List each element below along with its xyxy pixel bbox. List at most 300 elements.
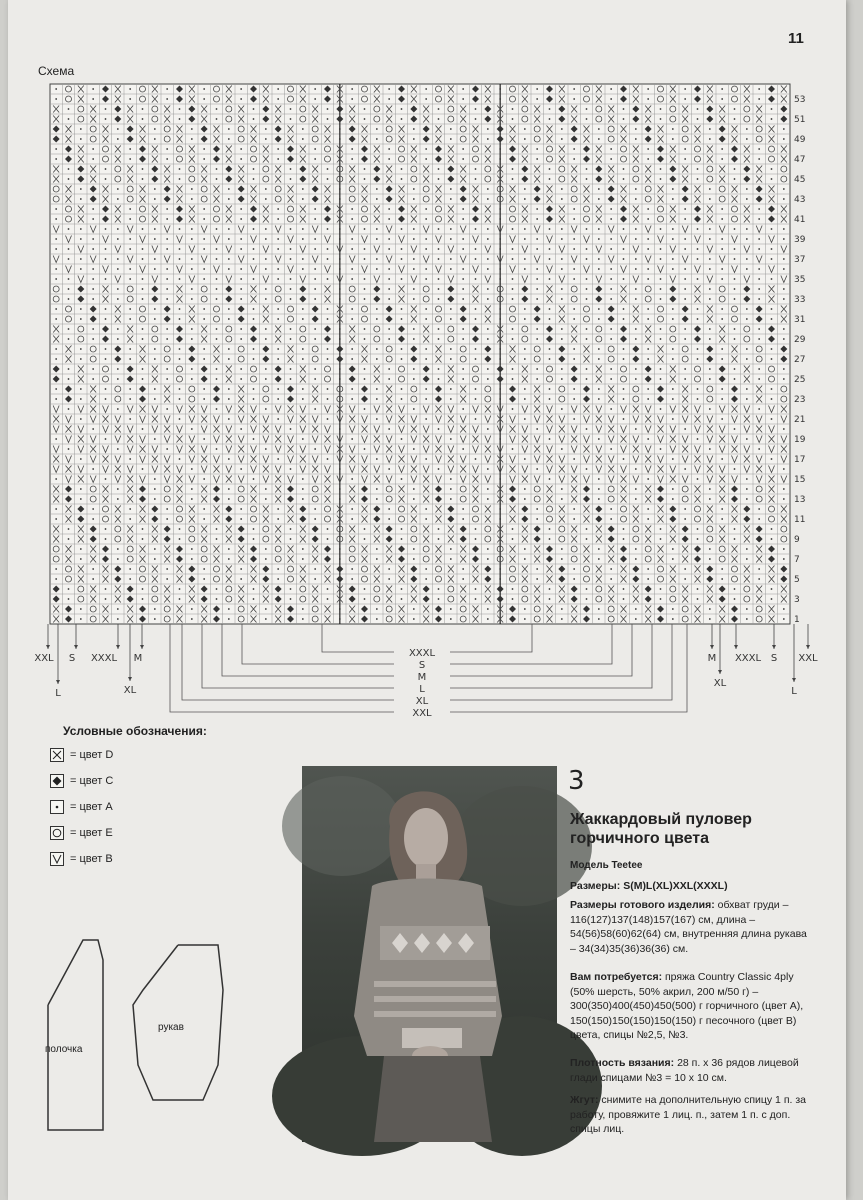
chart-stitch <box>438 168 440 170</box>
chart-stitch <box>68 538 70 540</box>
chart-stitch <box>80 358 82 360</box>
chart-stitch <box>771 588 773 590</box>
chart-stitch <box>339 238 341 240</box>
chart-stitch <box>154 358 156 360</box>
row-number: 13 <box>794 495 806 505</box>
chart-stitch <box>610 568 612 570</box>
chart-stitch <box>462 238 464 240</box>
chart-stitch <box>142 428 144 430</box>
chart-stitch <box>746 138 748 140</box>
chart-stitch <box>586 428 588 430</box>
chart-stitch <box>462 98 464 100</box>
chart-stitch <box>487 468 489 470</box>
chart-stitch <box>450 238 452 240</box>
row-number: 15 <box>794 475 806 485</box>
legend-title: Условные обозначения: <box>63 724 207 738</box>
chart-stitch <box>450 258 452 260</box>
chart-stitch <box>92 98 94 100</box>
chart-stitch <box>635 558 637 560</box>
chart-stitch <box>549 478 551 480</box>
chart-stitch <box>80 308 82 310</box>
cable-label: Жгут: <box>570 1094 599 1106</box>
row-number: 11 <box>794 515 806 525</box>
chart-stitch <box>499 218 501 220</box>
chart-stitch <box>55 148 57 150</box>
chart-stitch <box>734 248 736 250</box>
chart-stitch <box>524 188 526 190</box>
chart-stitch <box>425 518 427 520</box>
chart-stitch <box>327 358 329 360</box>
chart-stitch <box>684 508 686 510</box>
chart-stitch <box>68 178 70 180</box>
size-label: XL <box>415 696 429 707</box>
chart-stitch <box>277 238 279 240</box>
chart-stitch <box>413 448 415 450</box>
chart-stitch <box>413 488 415 490</box>
chart-stitch <box>265 338 267 340</box>
chart-stitch <box>129 418 131 420</box>
chart-stitch <box>327 308 329 310</box>
chart-stitch <box>154 488 156 490</box>
chart-stitch <box>351 518 353 520</box>
chart-stitch <box>487 238 489 240</box>
chart-stitch <box>191 188 193 190</box>
chart-stitch <box>364 248 366 250</box>
chart-stitch <box>586 248 588 250</box>
size-marker-arrow <box>718 670 722 674</box>
chart-stitch <box>536 88 538 90</box>
chart-stitch <box>746 498 748 500</box>
chart-stitch <box>462 448 464 450</box>
chart-stitch <box>499 238 501 240</box>
chart-stitch <box>413 338 415 340</box>
chart-stitch <box>783 328 785 330</box>
chart-stitch <box>154 548 156 550</box>
chart-stitch <box>154 388 156 390</box>
chart-stitch <box>376 488 378 490</box>
chart-stitch <box>166 268 168 270</box>
chart-stitch <box>129 308 131 310</box>
chart-stitch <box>610 378 612 380</box>
chart-stitch <box>734 258 736 260</box>
chart-stitch <box>327 318 329 320</box>
chart-stitch <box>549 248 551 250</box>
chart-stitch <box>129 148 131 150</box>
chart-stitch <box>55 478 57 480</box>
chart-stitch <box>105 168 107 170</box>
chart-stitch <box>660 288 662 290</box>
chart-stitch <box>290 378 292 380</box>
chart-stitch <box>647 278 649 280</box>
chart-stitch <box>117 128 119 130</box>
chart-stitch <box>709 338 711 340</box>
chart-stitch <box>746 438 748 440</box>
chart-stitch <box>586 278 588 280</box>
chart-stitch <box>302 388 304 390</box>
chart-stitch <box>277 418 279 420</box>
chart-stitch <box>351 508 353 510</box>
chart-stitch <box>142 288 144 290</box>
chart-stitch <box>129 518 131 520</box>
chart-stitch <box>129 248 131 250</box>
chart-stitch <box>610 218 612 220</box>
chart-stitch <box>709 558 711 560</box>
chart-stitch <box>314 568 316 570</box>
chart-stitch <box>573 518 575 520</box>
chart-stitch <box>413 548 415 550</box>
chart-stitch <box>660 528 662 530</box>
chart-stitch <box>364 448 366 450</box>
chart-stitch <box>166 518 168 520</box>
chart-stitch <box>536 268 538 270</box>
chart-stitch <box>512 448 514 450</box>
size-bracket <box>222 624 394 676</box>
chart-stitch <box>499 98 501 100</box>
chart-stitch <box>351 98 353 100</box>
chart-stitch <box>721 358 723 360</box>
chart-stitch <box>154 498 156 500</box>
chart-stitch <box>92 508 94 510</box>
chart-stitch <box>438 178 440 180</box>
chart-stitch <box>129 568 131 570</box>
chart-stitch <box>524 348 526 350</box>
chart-stitch <box>524 198 526 200</box>
chart-stitch <box>376 198 378 200</box>
chart-stitch <box>746 228 748 230</box>
chart-stitch <box>302 498 304 500</box>
chart-stitch <box>586 258 588 260</box>
chart-stitch <box>228 548 230 550</box>
chart-stitch <box>314 408 316 410</box>
chart-stitch <box>92 468 94 470</box>
chart-stitch <box>413 238 415 240</box>
chart-stitch <box>129 578 131 580</box>
chart-stitch <box>228 608 230 610</box>
chart-stitch <box>351 268 353 270</box>
chart-stitch <box>697 388 699 390</box>
chart-stitch <box>339 328 341 330</box>
chart-stitch <box>512 368 514 370</box>
row-number: 3 <box>794 595 800 605</box>
chart-stitch <box>351 148 353 150</box>
row-number: 23 <box>794 395 806 405</box>
chart-stitch <box>672 618 674 620</box>
chart-stitch <box>425 318 427 320</box>
chart-stitch <box>475 278 477 280</box>
chart-stitch <box>524 138 526 140</box>
chart-stitch <box>68 448 70 450</box>
chart-stitch <box>623 538 625 540</box>
chart-stitch <box>117 188 119 190</box>
chart-stitch <box>709 408 711 410</box>
chart-stitch <box>561 138 563 140</box>
chart-stitch <box>598 128 600 130</box>
chart-stitch <box>55 388 57 390</box>
chart-stitch <box>647 88 649 90</box>
chart-stitch <box>709 368 711 370</box>
chart-stitch <box>598 548 600 550</box>
chart-stitch <box>191 548 193 550</box>
chart-stitch <box>216 338 218 340</box>
chart-stitch <box>364 368 366 370</box>
chart-stitch <box>573 388 575 390</box>
chart-stitch <box>240 248 242 250</box>
chart-stitch <box>203 518 205 520</box>
chart-stitch <box>203 248 205 250</box>
chart-stitch <box>117 408 119 410</box>
chart-stitch <box>401 438 403 440</box>
finished-size-paragraph <box>570 898 812 956</box>
chart-stitch <box>771 118 773 120</box>
chart-stitch <box>216 278 218 280</box>
chart-stitch <box>783 368 785 370</box>
chart-stitch <box>462 268 464 270</box>
chart-stitch <box>438 528 440 530</box>
chart-stitch <box>475 528 477 530</box>
chart-stitch <box>55 308 57 310</box>
chart-stitch <box>758 248 760 250</box>
chart-stitch <box>549 258 551 260</box>
chart-stitch <box>771 318 773 320</box>
chart-stitch <box>290 528 292 530</box>
chart-stitch <box>635 468 637 470</box>
chart-stitch <box>327 348 329 350</box>
chart-stitch <box>425 458 427 460</box>
size-bracket <box>170 624 394 712</box>
chart-stitch <box>401 178 403 180</box>
magazine-page <box>8 0 846 1200</box>
chart-stitch <box>277 568 279 570</box>
chart-stitch <box>586 588 588 590</box>
chart-stitch <box>413 298 415 300</box>
chart-stitch <box>623 308 625 310</box>
chart-stitch <box>191 328 193 330</box>
chart-stitch <box>524 418 526 420</box>
chart-stitch <box>240 278 242 280</box>
chart-stitch <box>758 328 760 330</box>
chart-stitch <box>55 578 57 580</box>
chart-stitch <box>783 268 785 270</box>
chart-stitch <box>635 328 637 330</box>
jacquard-chart <box>34 84 822 724</box>
chart-stitch <box>536 468 538 470</box>
chart-stitch <box>388 88 390 90</box>
chart-stitch <box>203 98 205 100</box>
chart-stitch <box>561 618 563 620</box>
chart-stitch <box>487 618 489 620</box>
chart-stitch <box>512 598 514 600</box>
chart-stitch <box>68 588 70 590</box>
chart-stitch <box>746 238 748 240</box>
chart-stitch <box>721 308 723 310</box>
chart-stitch <box>598 488 600 490</box>
legend-item-cross <box>50 748 113 762</box>
chart-stitch <box>166 328 168 330</box>
chart-stitch <box>450 488 452 490</box>
chart-stitch <box>80 498 82 500</box>
chart-stitch <box>561 128 563 130</box>
chart-stitch <box>734 328 736 330</box>
chart-stitch <box>117 238 119 240</box>
chart-stitch <box>512 168 514 170</box>
chart-stitch <box>425 348 427 350</box>
chart-stitch <box>734 288 736 290</box>
chart-stitch <box>771 598 773 600</box>
chart-stitch <box>376 268 378 270</box>
chart-stitch <box>487 498 489 500</box>
chart-stitch <box>277 158 279 160</box>
chart-stitch <box>524 318 526 320</box>
chart-stitch <box>179 458 181 460</box>
chart-stitch <box>105 278 107 280</box>
chart-stitch <box>302 198 304 200</box>
size-marker-arrow <box>56 680 60 684</box>
chart-stitch <box>80 198 82 200</box>
chart-stitch <box>302 138 304 140</box>
chart-stitch <box>660 248 662 250</box>
chart-stitch <box>327 178 329 180</box>
chart-stitch <box>684 338 686 340</box>
chart-stitch <box>672 138 674 140</box>
chart-stitch <box>512 408 514 410</box>
chart-stitch <box>191 198 193 200</box>
chart-stitch <box>438 108 440 110</box>
chart-stitch <box>475 228 477 230</box>
chart-stitch <box>179 278 181 280</box>
chart-stitch <box>327 388 329 390</box>
finished-text: обхват груди – 116(127)137(148)157(167) см, длина – 54(56)58(60)62(64) см, внутренняя длина рукава – 34(34)35(36)36(36) см. <box>570 899 807 955</box>
chart-stitch <box>697 108 699 110</box>
chart-stitch <box>302 438 304 440</box>
chart-stitch <box>80 138 82 140</box>
chart-stitch <box>265 238 267 240</box>
chart-stitch <box>364 598 366 600</box>
chart-stitch <box>142 298 144 300</box>
chart-stitch <box>783 428 785 430</box>
chart-stitch <box>462 158 464 160</box>
chart-stitch <box>536 378 538 380</box>
chart-stitch <box>228 138 230 140</box>
chart-stitch <box>339 488 341 490</box>
chart-stitch <box>92 148 94 150</box>
chart-stitch <box>438 368 440 370</box>
chart-stitch <box>68 288 70 290</box>
chart-stitch <box>351 388 353 390</box>
chart-stitch <box>684 378 686 380</box>
chart-stitch <box>425 248 427 250</box>
chart-stitch <box>351 398 353 400</box>
chart-stitch <box>142 248 144 250</box>
chart-stitch <box>179 108 181 110</box>
chart-stitch <box>771 108 773 110</box>
chart-stitch <box>635 608 637 610</box>
chart-stitch <box>105 318 107 320</box>
chart-stitch <box>55 508 57 510</box>
chart-stitch <box>265 408 267 410</box>
chart-stitch <box>105 228 107 230</box>
chart-stitch <box>290 108 292 110</box>
chart-stitch <box>660 328 662 330</box>
chart-stitch <box>191 288 193 290</box>
size-label: XXL <box>34 653 54 664</box>
chart-stitch <box>721 318 723 320</box>
chart-stitch <box>684 468 686 470</box>
chart-stitch <box>55 218 57 220</box>
chart-stitch <box>277 88 279 90</box>
chart-stitch <box>240 428 242 430</box>
chart-stitch <box>216 288 218 290</box>
row-number: 31 <box>794 315 806 325</box>
chart-stitch <box>684 518 686 520</box>
size-bracket <box>450 624 687 712</box>
chart-stitch <box>327 458 329 460</box>
chart-stitch <box>536 508 538 510</box>
chart-stitch <box>154 188 156 190</box>
chart-stitch <box>524 548 526 550</box>
chart-stitch <box>610 508 612 510</box>
chart-stitch <box>734 528 736 530</box>
chart-stitch <box>314 98 316 100</box>
chart-stitch <box>216 118 218 120</box>
chart-stitch <box>561 288 563 290</box>
row-number: 39 <box>794 235 806 245</box>
chart-stitch <box>475 598 477 600</box>
chart-stitch <box>339 618 341 620</box>
chart-stitch <box>203 218 205 220</box>
chart-stitch <box>746 268 748 270</box>
chart-stitch <box>783 378 785 380</box>
chart-stitch <box>117 268 119 270</box>
chart-stitch <box>536 578 538 580</box>
chart-stitch <box>364 338 366 340</box>
chart-stitch <box>290 298 292 300</box>
chart-stitch <box>462 518 464 520</box>
chart-stitch <box>80 228 82 230</box>
chart-stitch <box>623 348 625 350</box>
chart-stitch <box>487 138 489 140</box>
chart-stitch <box>561 448 563 450</box>
chart-stitch <box>364 408 366 410</box>
chart-stitch <box>610 238 612 240</box>
chart-stitch <box>721 268 723 270</box>
chart-stitch <box>549 178 551 180</box>
chart-stitch <box>277 278 279 280</box>
chart-stitch <box>105 598 107 600</box>
chart-stitch <box>80 558 82 560</box>
chart-stitch <box>327 258 329 260</box>
chart-stitch <box>401 358 403 360</box>
chart-stitch <box>314 278 316 280</box>
chart-stitch <box>660 338 662 340</box>
row-number: 33 <box>794 295 806 305</box>
chart-stitch <box>475 258 477 260</box>
pattern-number: 3 <box>568 766 585 796</box>
chart-stitch <box>228 618 230 620</box>
chart-stitch <box>413 228 415 230</box>
chart-stitch <box>549 118 551 120</box>
chart-stitch <box>265 288 267 290</box>
chart-stitch <box>191 258 193 260</box>
chart-stitch <box>105 308 107 310</box>
chart-stitch <box>80 418 82 420</box>
chart-stitch <box>154 138 156 140</box>
chart-stitch <box>660 588 662 590</box>
chart-stitch <box>475 458 477 460</box>
chart-stitch <box>166 248 168 250</box>
chart-stitch <box>771 258 773 260</box>
gauge-text: 28 п. х 36 рядов лицевой глади спицами №3 = 10 х 10 см. <box>570 1057 799 1084</box>
chart-stitch <box>672 348 674 350</box>
